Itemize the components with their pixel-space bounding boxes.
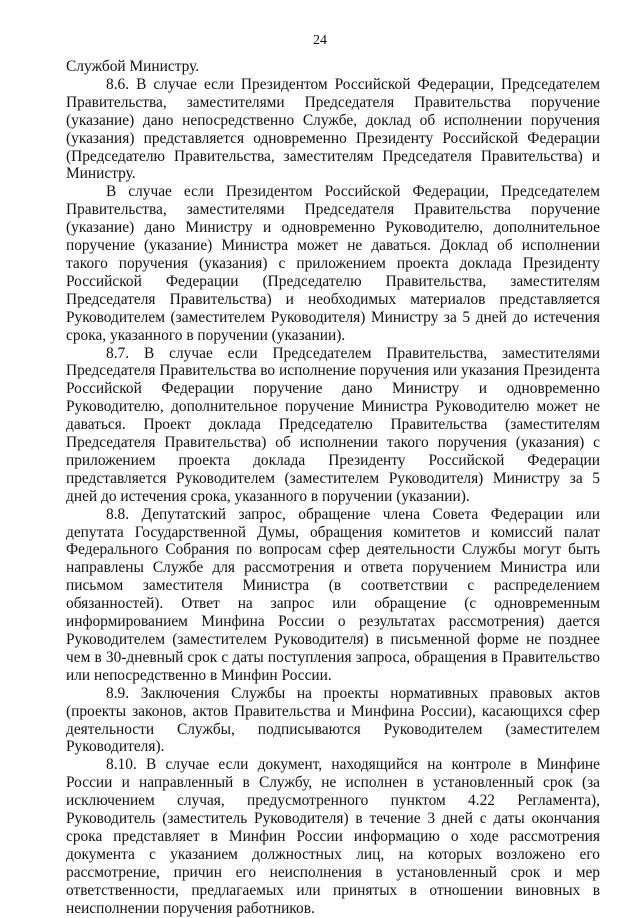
paragraph-continuation: Службой Министру.: [66, 58, 200, 75]
paragraph-8-6: 8.6. В случае если Президентом Российской Федерации, Председателем Правительства, заместителями Председателя Правительства поручение (указание) дано непосредственно Службе, доклад об исполнении поручения (указания) представляется одновременно Президенту Российской Федерации (Председателю Правительства, заместителям Председателя Правительства) и Министру.: [66, 75, 600, 183]
paragraph-8-10: 8.10. В случае если документ, находящийся на контроле в Минфине России и направленный в Службу, не исполнен в установленный срок (за исключением случая, предусмотренного пунктом 4.22 Регламента), Руководитель (заместитель Руководителя) в течение 3 дней с даты окончания срока представляет в Минфин России информацию о ходе рассмотрения документа с указанием должностных лиц, на которых возложено его рассмотрение, причин его неисполнения в установленный срок и мер ответственности, предлагаемых или принятых в отношении виновных в неисполнении поручения работников.: [66, 756, 600, 917]
paragraph-8-7: 8.7. В случае если Председателем Правительства, заместителями Председателя Правительства во исполнение поручения или указания Президента Российской Федерации поручение дано Министру и одновременно Руководителю, дополнительное поручение Министра Руководителю может не даваться. Проект доклада Председателю Правительства (заместителям Председателя Правительства) об исполнении такого поручения (указания) с приложением проекта доклада Президенту Российской Федерации представляется Руководителем (заместителем Руководителя) Министру за 5 дней до истечения срока, указанного в поручении (указании).: [66, 344, 600, 505]
paragraph-8-8: 8.8. Депутатский запрос, обращение члена Совета Федерации или депутата Государственной Думы, обращения комитетов и комиссий палат Федерального Собрания по вопросам сфер деятельности Службы могут быть направлены Службе для рассмотрения и ответа поручением Министра или письмом заместителя Министра (в соответствии с распределением обязанностей). Ответ на запрос или обращение (с одновременным информированием Минфина России о результатах рассмотрения) дается Руководителем (заместителем Руководителя) в письменной форме не позднее чем в 30-дневный срок с даты поступления запроса, обращения в Правительство или непосредственно в Минфин России.: [66, 505, 600, 684]
page-number: 24: [313, 33, 327, 48]
document-body: [66, 58, 600, 918]
paragraph-8-6-second: В случае если Президентом Российской Федерации, Председателем Правительства, заместителями Председателя Правительства поручение (указание) дано Министру и одновременно Руководителю, дополнительное поручение (указание) Министра может не даваться. Доклад об исполнении такого поручения (указания) с приложением проекта доклада Президенту Российской Федерации (Председателю Правительства, заместителям Председателя Правительства) и необходимых материалов представляется Руководителем (заместителем Руководителя) Министру за 5 дней до истечения срока, указанного в поручении (указании).: [66, 183, 600, 344]
paragraph-8-9: 8.9. Заключения Службы на проекты нормативных правовых актов (проекты законов, актов Правительства и Минфина России), касающихся сфер деятельности Службы, подписываются Руководителем (заместителем Руководителя).: [66, 684, 600, 756]
